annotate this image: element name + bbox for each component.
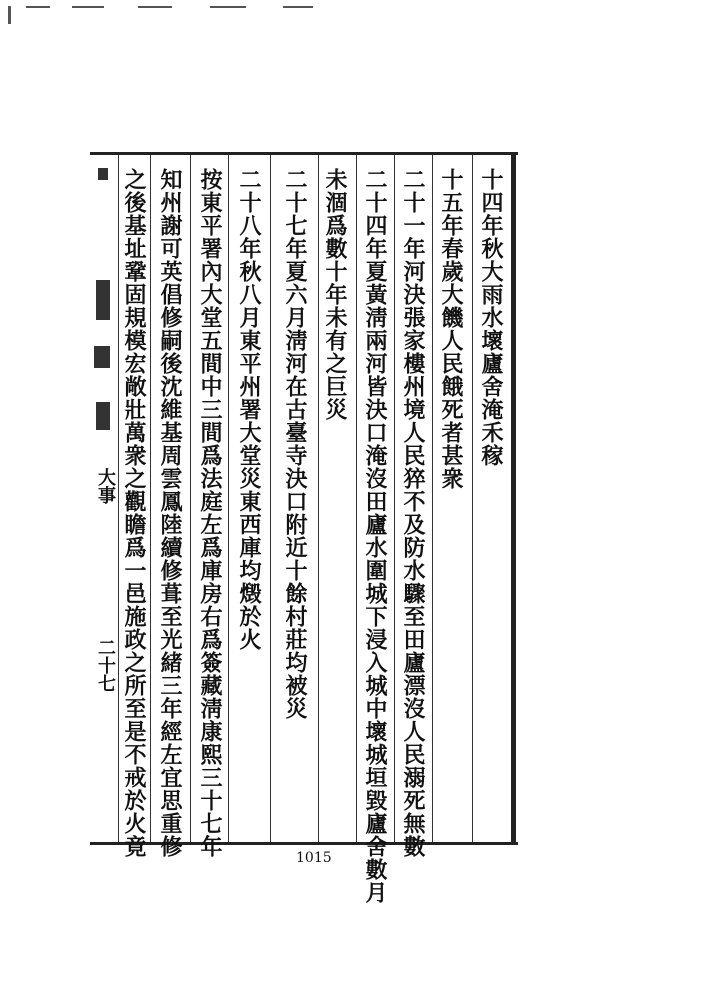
text-column: 二十八年秋八月東平州署大堂災東西庫均燬於火 (236, 168, 262, 651)
frame-right-border (511, 152, 516, 845)
text-column: 二十七年夏六月淸河在古臺寺決口附近十餘村莊均被災 (282, 168, 308, 720)
column-divider (190, 155, 191, 842)
text-column: 知州謝可英倡修嗣後沈維基周雲鳳陸續修葺至光緒三年經左宜思重修 (157, 168, 183, 858)
leaf-number: 二十七 (95, 638, 116, 692)
text-column: 二十四年夏黃淸兩河皆決口淹沒田廬水圍城下浸入城中壞城垣毀廬舍數月 (362, 168, 388, 904)
margin-ink-mark (94, 346, 110, 368)
frame-bottom-border (90, 842, 518, 845)
page-number: 1015 (296, 850, 332, 866)
text-column: 十五年春歲大饑人民餓死者甚衆 (438, 168, 464, 490)
frame-top-border (90, 152, 518, 155)
column-divider (118, 155, 119, 842)
column-divider (150, 155, 151, 842)
column-divider (270, 155, 271, 842)
scan-mark (72, 6, 104, 8)
scan-mark (283, 6, 313, 8)
scan-mark (8, 6, 11, 24)
column-divider (318, 155, 319, 842)
margin-ink-mark (96, 402, 110, 430)
text-column: 按東平署內大堂五間中三間爲法庭左爲庫房右爲簽藏淸康熙三十七年 (197, 168, 223, 858)
column-divider (432, 155, 433, 842)
margin-ink-mark (96, 280, 110, 320)
column-divider (356, 155, 357, 842)
text-column: 十四年秋大雨水壞廬舍淹禾稼 (478, 168, 504, 467)
margin-ink-mark (98, 168, 108, 180)
text-column: 之後基址鞏固規模宏敞壯萬衆之觀瞻爲一邑施政之所至是不戒於火竟 (121, 168, 147, 858)
section-label: 大事 (95, 468, 116, 504)
page-margin (92, 168, 116, 838)
scan-mark (210, 6, 246, 8)
column-divider (228, 155, 229, 842)
scan-mark (26, 6, 50, 8)
column-divider (472, 155, 473, 842)
text-column: 未涸爲數十年未有之巨災 (322, 168, 348, 421)
text-column: 二十一年河決張家樓州境人民猝不及防水驟至田廬漂沒人民溺死無數 (400, 168, 426, 858)
column-divider (394, 155, 395, 842)
scan-mark (138, 6, 172, 8)
